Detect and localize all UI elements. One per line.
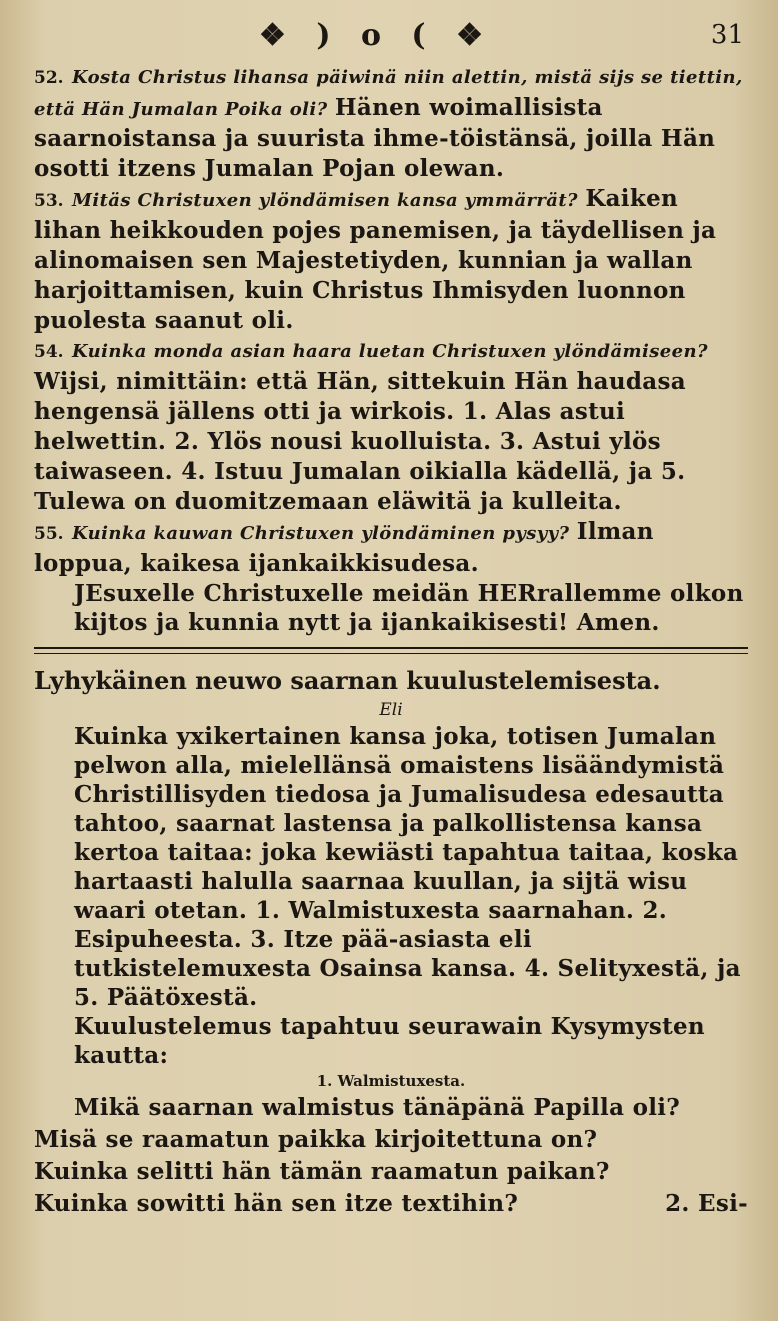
page-number: 31 [710,20,744,50]
question-53 [34,184,748,336]
header-ornament: ❖ ) o ( ❖ [259,18,493,53]
answer-text: Hänen woimallisista saarnoistansa ja suurista ihme-töistänsä, joilla Hän osotti itzens Jumalan Pojan olewan. [34,94,716,182]
question-number: 54. [34,342,64,362]
answer-text: Wijsi, nimittäin: että Hän, sittekuin Hän haudasa hengensä jällens otti ja wirkois. 1. Alas astui helwettin. 2. Ylös nousi kuolluista. 3. Astui ylös taiwaseen. 4. Istuu Jumalan oikialla kädellä, ja 5. Tulewa on duomitzemaan eläwitä ja kulleita. [34,368,686,515]
question-text: Kuinka kauwan Christuxen ylöndäminen pysyy? [72,523,570,544]
question-text: Kosta Christus lihansa päiwinä niin alettin, mistä sijs se tiettin, että Hän Jumalan Poika oli? [34,67,743,120]
list-item: Kuinka selitti hän tämän raamatun paikan? [34,1158,610,1185]
list-item: Kuinka sowitti hän sen itze textihin? [34,1190,519,1217]
doxology: JEsuxelle Christuxelle meidän HERrallemme olkon kijtos ja kunnia nytt ja ijankaikisesti! Amen. [74,580,744,636]
list-item: Misä se raamatun paikka kirjoitettuna on? [34,1126,598,1153]
question-number: 53. [34,191,64,211]
section-divider [34,647,748,654]
catchword: 2. Esi- [665,1190,748,1217]
answer-text: Kaiken lihan heikkouden pojes panemisen, ja täydellisen ja alinomaisen sen Majestetiyden, kunnian ja wallan harjoittamisen, kuin Christus Ihmisyden luonnon puolesta saanut oli. [34,185,717,334]
question-54 [34,336,748,517]
question-55-text [34,517,748,579]
question-number: 55. [34,524,64,544]
question-number: 52. [34,68,64,88]
question-54-text [34,336,748,517]
list-item: Mikä saarnan walmistus tänäpänä Papilla oli? [74,1094,681,1121]
section-eli: Eli [379,700,403,720]
question-text: Kuinka monda asian haara luetan Christuxen ylöndämiseen? [72,341,708,362]
question-52 [34,62,748,184]
question-53-text [34,184,748,336]
question-list [34,1092,748,1220]
section-paragraph: Kuinka yxikertainen kansa joka, totisen Jumalan pelwon alla, mielellänsä omaistens lisäändymistä Christillisyden tiedosa ja Jumalisudesa edesautta tahtoo, saarnat lastensa ja palkollistensa kansa kertoa taitaa: joka kewiästi tapahtua taitaa, koska hartaasti halulla saarnaa kuullan, ja sijtä wisu waari otetan. 1. Walmistuxesta saarnahan. 2. Esipuheesta. 3. Itze pää-asiasta eli tutkistelemuxesta Osainsa kansa. 4. Selityxestä, ja 5. Päätöxestä. [74,723,741,1011]
subheading: 1. Walmistuxesta. [316,1072,466,1090]
question-55 [34,517,748,579]
page-header [34,12,748,62]
section-title: Lyhykäinen neuwo saarnan kuulustelemisesta. [34,666,661,695]
section-intro: Kuulustelemus tapahtuu seurawain Kysymysten kautta: [74,1013,705,1069]
answer-text: Ilman loppua, kaikesa ijankaikkisudesa. [34,518,654,577]
last-line [34,1188,748,1220]
question-52-text [34,62,748,184]
question-text: Mitäs Christuxen ylöndämisen kansa ymmärrät? [72,190,578,211]
